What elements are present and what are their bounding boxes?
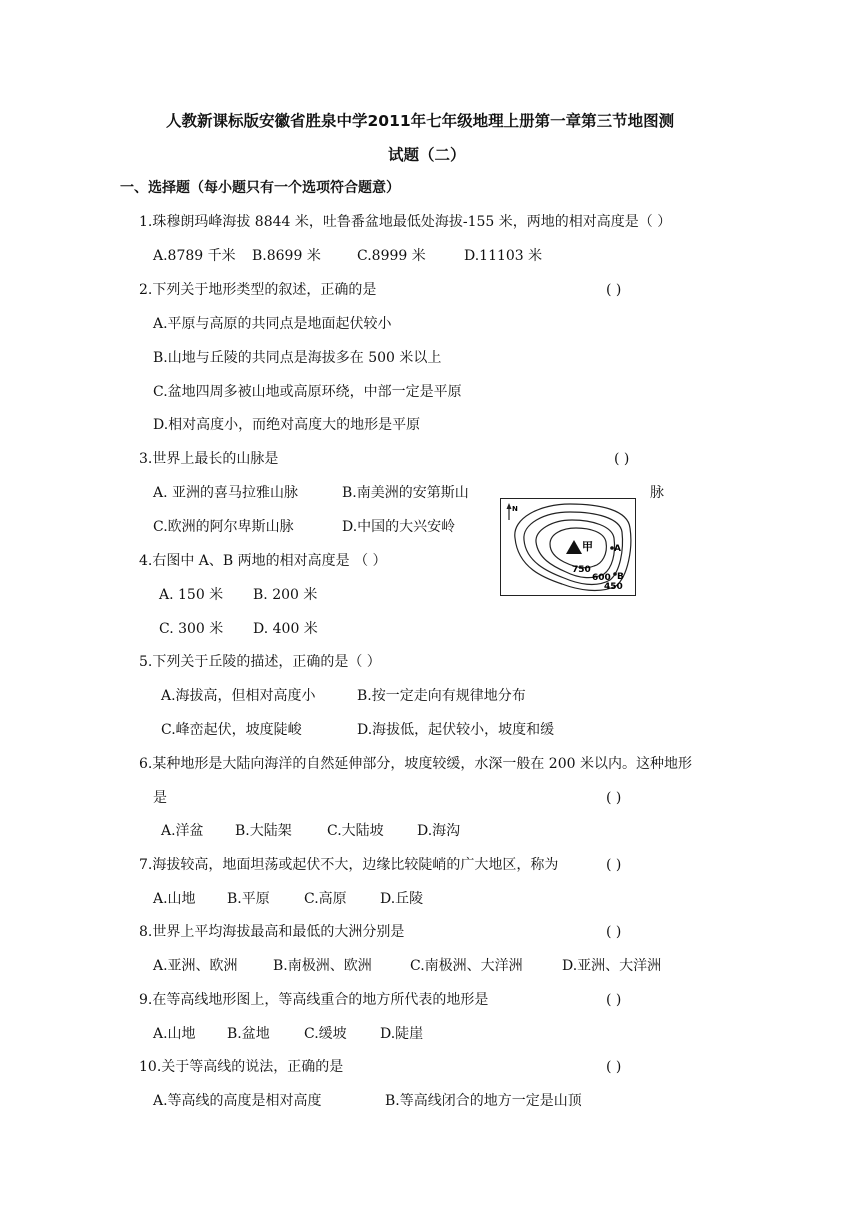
question-8-answer-blank: ( ): [606, 924, 622, 940]
question-2-option-b: B.山地与丘陵的共同点是海拔多在 500 米以上: [153, 350, 442, 366]
question-10-answer-blank: ( ): [606, 1059, 622, 1075]
question-7-option-c: C.高原: [304, 891, 347, 907]
question-6-option-b: B.大陆架: [235, 823, 292, 839]
question-8-option-a: A.亚洲、欧洲: [153, 958, 238, 974]
question-1-option-d: D.11103 米: [464, 248, 543, 264]
contour-label-450: 450: [604, 582, 623, 592]
question-3-stem: 3.世界上最长的山脉是: [139, 451, 279, 467]
question-9-option-a: A.山地: [153, 1026, 196, 1042]
north-label: N: [512, 505, 518, 513]
contour-label-750: 750: [572, 565, 591, 575]
question-5-option-b: B.按一定走向有规律地分布: [357, 688, 526, 704]
question-10-option-b: B.等高线闭合的地方一定是山顶: [385, 1093, 582, 1109]
question-6-stem: 6.某种地形是大陆向海洋的自然延伸部分，坡度较缓，水深一般在 200 米以内。这种地形: [139, 756, 692, 772]
question-7-option-b: B.平原: [227, 891, 270, 907]
question-4-option-c: C. 300 米: [159, 621, 224, 637]
question-3-option-d: D.中国的大兴安岭: [342, 519, 456, 535]
point-a-label: A: [614, 544, 621, 554]
contour-map-figure: [500, 498, 636, 596]
question-7-stem: 7.海拔较高，地面坦荡或起伏不大，边缘比较陡峭的广大地区，称为: [139, 857, 559, 873]
question-4-option-a: A. 150 米: [159, 587, 224, 603]
question-1-option-a: A.8789 千米: [153, 248, 236, 264]
page-title-line2: 试题（二）: [388, 146, 466, 164]
question-2-option-d: D.相对高度小，而绝对高度大的地形是平原: [153, 417, 421, 433]
question-1-option-c: C.8999 米: [357, 248, 426, 264]
question-3-option-b: B.南美洲的安第斯山: [342, 485, 469, 501]
question-1-stem: 1.珠穆朗玛峰海拔 8844 米，吐鲁番盆地最低处海拔-155 米，两地的相对高度是（ ）: [139, 214, 672, 230]
question-3-option-a: A. 亚洲的喜马拉雅山脉: [153, 485, 299, 501]
question-8-option-c: C.南极洲、大洋洲: [410, 958, 523, 974]
question-9-option-d: D.陡崖: [380, 1026, 424, 1042]
question-5-option-c: C.峰峦起伏，坡度陡峻: [161, 722, 302, 738]
question-4-stem: 4.右图中 A、B 两地的相对高度是 （ ）: [139, 553, 387, 569]
question-9-option-c: C.缓坡: [304, 1026, 347, 1042]
question-9-answer-blank: ( ): [606, 992, 622, 1008]
question-7-option-a: A.山地: [153, 891, 196, 907]
question-2-option-a: A.平原与高原的共同点是地面起伏较小: [153, 316, 392, 332]
question-4-option-d: D. 400 米: [253, 621, 318, 637]
question-6-option-d: D.海沟: [417, 823, 461, 839]
question-5-stem: 5.下列关于丘陵的描述，正确的是（ ）: [139, 654, 381, 670]
question-2-option-c: C.盆地四周多被山地或高原环绕，中部一定是平原: [153, 384, 462, 400]
question-5-option-a: A.海拔高，但相对高度小: [161, 688, 316, 704]
question-8-option-b: B.南极洲、欧洲: [273, 958, 372, 974]
question-7-answer-blank: ( ): [606, 857, 622, 873]
question-1-option-b: B.8699 米: [252, 248, 321, 264]
contour-label-600: 600: [592, 573, 611, 583]
question-9-stem: 9.在等高线地形图上，等高线重合的地方所代表的地形是: [139, 992, 489, 1008]
question-10-stem: 10.关于等高线的说法，正确的是: [139, 1059, 344, 1075]
question-3-option-c: C.欧洲的阿尔卑斯山脉: [153, 519, 294, 535]
question-6-option-c: C.大陆坡: [327, 823, 384, 839]
point-b-label: B: [617, 572, 624, 582]
question-8-stem: 8.世界上平均海拔最高和最低的大洲分别是: [139, 924, 405, 940]
question-6-option-a: A.洋盆: [161, 823, 204, 839]
peak-label: 甲: [582, 540, 593, 553]
question-7-option-d: D.丘陵: [380, 891, 424, 907]
question-3-answer-blank: ( ): [614, 451, 630, 467]
question-2-answer-blank: ( ): [606, 282, 622, 298]
question-9-option-b: B.盆地: [227, 1026, 270, 1042]
question-4-option-b: B. 200 米: [253, 587, 318, 603]
question-6-answer-blank: ( ): [606, 790, 622, 806]
question-8-option-d: D.亚洲、大洋洲: [562, 958, 662, 974]
page-title-line1: 人教新课标版安徽省胜泉中学2011年七年级地理上册第一章第三节地图测: [166, 112, 675, 130]
question-10-option-a: A.等高线的高度是相对高度: [153, 1093, 322, 1109]
question-3-option-b-tail: 脉: [650, 485, 664, 501]
question-2-stem: 2.下列关于地形类型的叙述，正确的是: [139, 282, 377, 298]
question-6-stem-cont: 是: [153, 790, 167, 806]
question-5-option-d: D.海拔低，起伏较小，坡度和缓: [357, 722, 555, 738]
section-heading: 一、选择题（每小题只有一个选项符合题意）: [120, 180, 400, 196]
